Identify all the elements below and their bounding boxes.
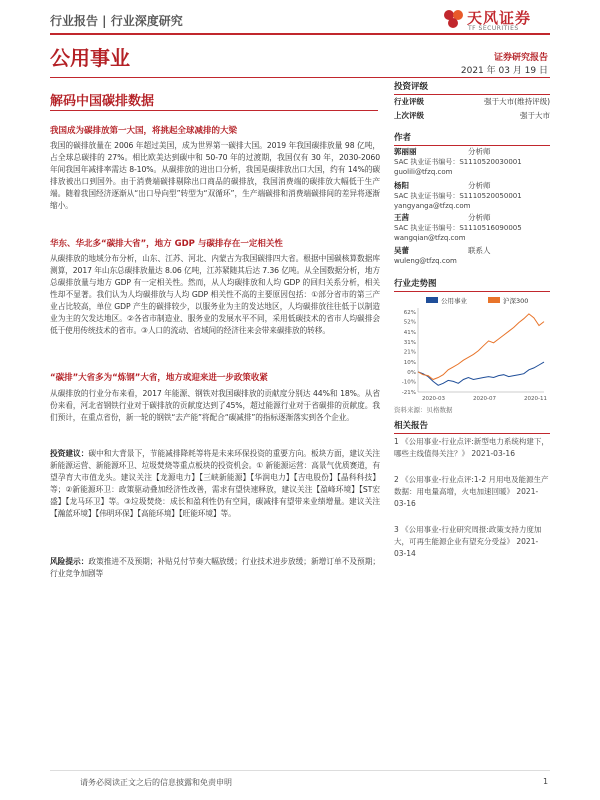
section-paragraph: 我国的碳排放量在 2006 年超过美国，成为世界第一碳排大国。2019 年我国碳排放量 98 亿吨，占全球总碳排的 27%。相比欧美达到碳中和 50-70 年的过渡期，我国仅有 30 年，2030-2060 年间我国年减排率需达 8-10%。从碳排放的进出口分析，我国是碳排放出口大国，约有 14%的碳排放被出口到国外。由于消费端碳排剔除出口商品的碳排放，我国消费端的碳排放大幅低于生产端。随着我国经济逐渐从“出口导向型”转型为“双循环”，生产端碳排和消费端碳排间的差异将逐渐缩小。 [50, 141, 380, 210]
risk-label: 风险提示： [50, 557, 89, 566]
author-cert: SAC 执业证书编号：S1110516090005 [394, 224, 522, 232]
brand-logo [442, 6, 562, 36]
author-email[interactable]: wuleng@tfzq.com [394, 257, 457, 265]
logo-subtext: TF SECURITIES [468, 25, 519, 32]
risk-warning [50, 556, 380, 580]
author-title: 分析师 [468, 147, 491, 156]
report-category: 行业报告 | 行业深度研究 [50, 14, 183, 28]
y-tick-label: 62% [403, 310, 416, 316]
x-tick-label: 2020-11 [524, 396, 547, 402]
logo-mark-icon [442, 8, 464, 30]
footer-rule [50, 770, 550, 771]
document-title: 解码中国碳排数据 [50, 94, 155, 109]
section-paragraph: 从碳排放的地域分布分析，山东、江苏、河北、内蒙古为我国碳排四大省。根据中国碳核算数据库测算，2017 年山东总碳排放量达 8.06 亿吨，江苏紧随其后达 7.36 亿吨。从全国数据分析，地方总碳排放量与地方 GDP 有一定相关性。然而，从人均碳排放和人均 GDP 的回归关系分析，相关性却不显著。我们认为人均碳排放与人均 GDP 相关性不高的主要原因包括：①部分省市的第三产业占比较高，单位 GDP 产生的碳排较少，以服务业为主的发达地区，人均碳排放往往低于以制造业为主的欠发达地区。②各省市制造业、服务业的发展水平不同，采用低碳技术的省市人均碳排会低于使用传统技术的省市。③人口的流动、省域间的经济往来会带来碳排放的转移。 [50, 254, 380, 335]
author-email[interactable]: guolili@tfzq.com [394, 168, 453, 176]
author-entry [394, 213, 550, 243]
related-report-item[interactable]: 3 《公用事业-行业研究周报:政策支持力度加大，可再生能源企业有望充分受益》 2021-03-14 [394, 525, 542, 558]
invest-text: 碳中和大背景下，节能减排降耗等将是未来环保投资的重要方向。板块方面，建议关注新能源运营、新能源环卫、垃圾焚烧等重点板块的投资机会。① 新能源运营：高景气优质赛道，有望孕育大市值龙头。建议关注【龙源电力】【三峡新能源】【华润电力】【吉电股份】【晶科科技】等；②新能源环卫：政策驱动叠加经济性改善，需求有望快速释放，建议关注【盈峰环境】【ST宏盛】【龙马环卫】等。③垃圾焚烧：成长和盈利性仍有空间，碳减排有望带来业绩增量。建议关注【瀚蓝环境】【伟明环保】【高能环境】【旺能环境】等。 [50, 449, 380, 518]
x-tick-label: 2020-07 [473, 396, 496, 402]
legend-label: 沪深300 [503, 297, 529, 305]
y-tick-label: -21% [401, 390, 416, 396]
rating-value: 强于大市(维持评级) [484, 97, 550, 106]
page-number: 1 [543, 777, 549, 786]
author-cert: SAC 执业证书编号：S1110520030001 [394, 158, 522, 166]
author-entry [394, 181, 550, 211]
related-report-item[interactable]: 2 《公用事业-行业点评:1-2 月用电及能源生产数据：用电量高增，火电加速回暖》 2021-03-16 [394, 475, 549, 508]
invest-label: 投资建议： [50, 449, 89, 458]
authors-heading: 作者 [394, 131, 550, 146]
y-tick-label: -10% [401, 379, 416, 386]
y-tick-label: 52% [403, 319, 416, 326]
y-tick-label: 0% [407, 369, 416, 376]
author-title: 分析师 [468, 181, 491, 190]
prev-rating-value: 强于大市 [520, 111, 550, 120]
trend-heading: 行业走势图 [394, 277, 550, 292]
risk-text: 政策推进不及预期；补贴兑付节奏大幅放缓；行业技术进步放缓；新增订单不及预期；行业竞争加剧等 [50, 557, 380, 578]
series-line [418, 314, 544, 380]
section-rule [50, 77, 550, 78]
y-tick-label: 31% [403, 339, 416, 346]
author-email[interactable]: yangyanga@tfzq.com [394, 202, 471, 210]
y-tick-label: 21% [403, 349, 416, 356]
series-line [418, 362, 544, 385]
author-title: 分析师 [468, 213, 491, 222]
related-report-item[interactable]: 1 《公用事业-行业点评:新型电力系统构建下，哪些主线值得关注？》 2021-03-16 [394, 437, 549, 458]
section-heading: 我国成为碳排放第一大国，将挑起全球减排的大梁 [50, 126, 238, 136]
rating-label: 行业评级 [394, 97, 424, 106]
footer-disclaimer: 请务必阅读正文之后的信息披露和免责申明 [80, 778, 232, 787]
x-tick-label: 2020-03 [422, 396, 445, 402]
rating-heading: 投资评级 [394, 80, 550, 95]
prev-rating-label: 上次评级 [394, 111, 424, 120]
logo-text: 天风证券 [467, 9, 532, 27]
invest-advice [50, 448, 380, 520]
section-heading: “碳排”大省多为“炼钢”大省，地方或迎来进一步政策收紧 [50, 373, 268, 383]
author-email[interactable]: wangqian@tfzq.com [394, 234, 466, 242]
legend-label: 公用事业 [441, 297, 467, 305]
report-type: 证券研究报告 [493, 53, 548, 63]
author-name: 吴蕾 [394, 246, 409, 255]
author-name: 郭丽丽 [394, 147, 417, 156]
industry-title: 公用事业 [50, 46, 130, 70]
chart-source: 资料来源：贝格数据 [394, 406, 453, 414]
prev-rating-row [394, 110, 550, 121]
industry-trend-chart [394, 292, 550, 407]
author-name: 杨阳 [394, 181, 409, 190]
author-title: 联系人 [468, 246, 491, 255]
y-tick-label: 41% [403, 330, 416, 337]
author-cert: SAC 执业证书编号：S1110520050001 [394, 192, 522, 200]
legend-swatch [426, 297, 438, 303]
author-name: 王茜 [394, 213, 409, 222]
y-tick-label: 10% [403, 360, 416, 367]
report-date: 2021 年 03 月 19 日 [460, 66, 548, 76]
section-heading: 华东、华北多“碳排大省”，地方 GDP 与碳排存在一定相关性 [50, 239, 283, 249]
header-rule [50, 33, 550, 35]
title-rule [50, 110, 378, 111]
rating-row [394, 96, 550, 107]
author-entry [394, 246, 550, 266]
section-paragraph: 从碳排放的行业分布来看，2017 年能源、钢铁对我国碳排放的贡献度分别达 44%和 18%。从省份来看，河北省钢铁行业对于碳排放的贡献度达到了45%，超过能源行业对于省碳排的贡献度。我们预计，在重点省份，新一轮的钢铁“去产能”将配合“碳减排”的指标逐渐落实到各个企业。 [50, 389, 380, 422]
legend-swatch [488, 297, 500, 303]
related-heading: 相关报告 [394, 419, 550, 434]
author-entry [394, 147, 550, 177]
